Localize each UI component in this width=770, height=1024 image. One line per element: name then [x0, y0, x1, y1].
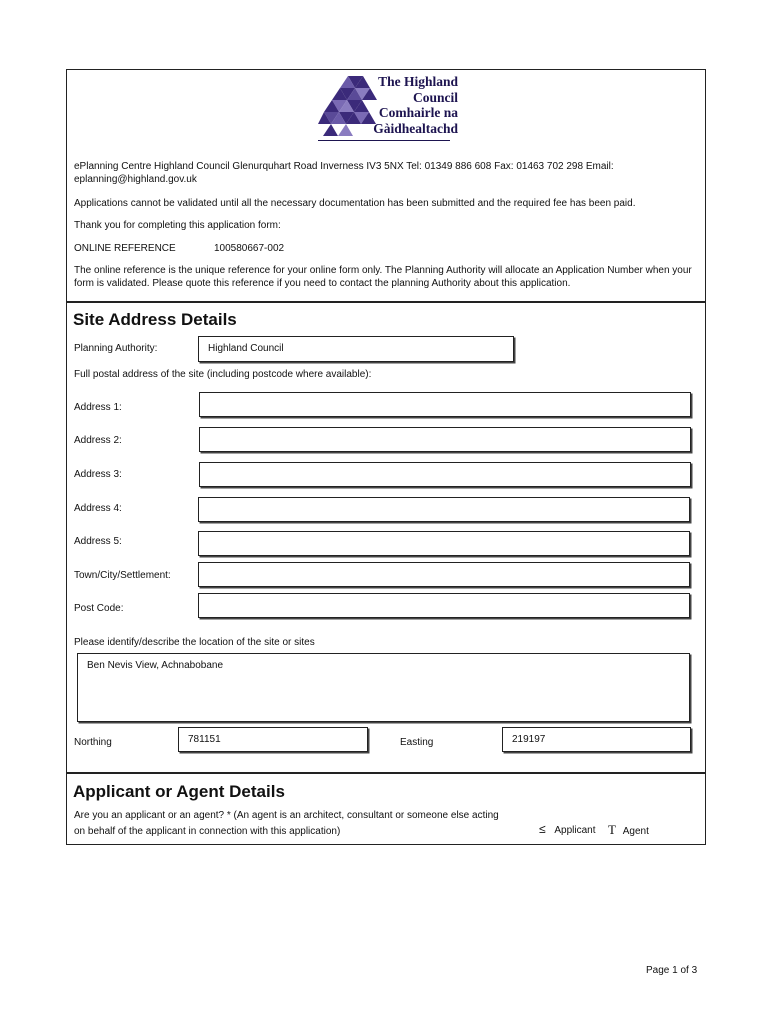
applicant-agent-title: Applicant or Agent Details: [73, 782, 285, 801]
site-address-title: Site Address Details: [73, 310, 237, 329]
planning-authority-value: Highland Council: [208, 343, 284, 354]
address-5-label: Address 5:: [74, 536, 122, 547]
applicant-radio-label: Applicant: [554, 825, 596, 836]
reference-note: The online reference is the unique reference for your online form only. The Planning Authority will allocate an Application Number when your form is validated. Please quote this reference if you need to contact the planning Authority about this application.: [74, 265, 692, 289]
address-3-label: Address 3:: [74, 469, 122, 480]
easting-field[interactable]: [502, 727, 691, 752]
address-1-field[interactable]: [199, 392, 691, 417]
location-description-value: Ben Nevis View, Achnabobane: [87, 660, 224, 671]
agent-radio-icon[interactable]: T: [608, 822, 616, 837]
online-reference-label: ONLINE REFERENCE: [74, 243, 176, 254]
northing-value: 781151: [188, 734, 221, 745]
town-label: Town/City/Settlement:: [74, 570, 171, 581]
thanks-text: Thank you for completing this application form:: [74, 220, 281, 231]
easting-value: 219197: [512, 734, 546, 745]
logo-line-4: Gàidhealtachd: [373, 120, 458, 136]
location-prompt: Please identify/describe the location of the site or sites: [74, 637, 315, 648]
applicant-radio-icon[interactable]: ≤: [539, 822, 546, 836]
address-1-label: Address 1:: [74, 402, 122, 413]
planning-authority-label: Planning Authority:: [74, 343, 158, 354]
applicant-radio[interactable]: [539, 822, 596, 836]
planning-authority-field[interactable]: [198, 336, 514, 362]
agent-radio[interactable]: [608, 822, 649, 838]
highland-council-logo: [318, 74, 458, 144]
logo-line-3: Comhairle na: [378, 105, 458, 120]
northing-field[interactable]: [178, 727, 368, 752]
contact-info: ePlanning Centre Highland Council Glenurquhart Road Inverness IV3 5NX Tel: 01349 886 608 Fax: 01463 702 298 Email: eplanning@highland.gov.uk: [74, 161, 614, 185]
address-2-label: Address 2:: [74, 435, 122, 446]
easting-label: Easting: [400, 737, 434, 748]
address-4-label: Address 4:: [74, 503, 122, 514]
page-number: Page 1 of 3: [646, 965, 698, 976]
logo-line-1: The Highland: [378, 74, 458, 89]
address-4-field[interactable]: [198, 497, 690, 522]
town-field[interactable]: [198, 562, 690, 587]
applicant-question-line-1: Are you an applicant or an agent? * (An agent is an architect, consultant or someone else acting: [74, 810, 499, 821]
address-3-field[interactable]: [199, 462, 691, 487]
address-5-field[interactable]: [198, 531, 690, 556]
agent-radio-label: Agent: [622, 826, 649, 837]
postcode-label: Post Code:: [74, 603, 124, 614]
logo-line-2: Council: [412, 89, 458, 105]
postcode-field[interactable]: [198, 593, 690, 618]
online-reference-value: 100580667-002: [214, 243, 285, 254]
location-description-field[interactable]: [77, 653, 690, 722]
address-2-field[interactable]: [199, 427, 691, 452]
northing-label: Northing: [74, 737, 112, 748]
validation-note: Applications cannot be validated until all the necessary documentation has been submitted and the required fee has been paid.: [74, 198, 636, 209]
applicant-question-line-2: on behalf of the applicant in connection with this application): [74, 826, 341, 837]
postal-address-intro: Full postal address of the site (including postcode where available):: [74, 369, 372, 380]
